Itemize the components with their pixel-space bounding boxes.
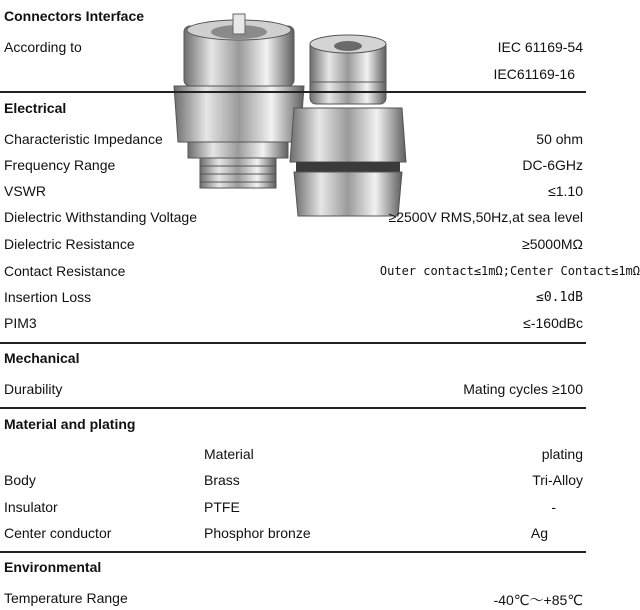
row-label-insulator: Insulator bbox=[4, 499, 58, 515]
female-connector-graphic bbox=[290, 35, 406, 216]
section-title-mechanical: Mechanical bbox=[4, 350, 80, 366]
row-value-impedance: 50 ohm bbox=[536, 131, 583, 147]
section-title-connectors: Connectors Interface bbox=[4, 8, 145, 24]
row-label-temperature-range: Temperature Range bbox=[4, 590, 128, 606]
row-label-frequency: Frequency Range bbox=[4, 157, 116, 173]
row-label-withstanding-voltage: Dielectric Withstanding Voltage bbox=[4, 209, 197, 225]
row-plating-center-conductor: Ag bbox=[530, 525, 548, 541]
section-title-environmental: Environmental bbox=[4, 559, 102, 575]
row-label-dielectric-resistance: Dielectric Resistance bbox=[4, 236, 135, 252]
row-value-contact-resistance: Outer contact≤1mΩ;Center Contact≤1mΩ bbox=[379, 264, 640, 278]
section-divider bbox=[0, 91, 586, 93]
row-label-vswr: VSWR bbox=[4, 183, 46, 199]
column-header-plating: plating bbox=[541, 446, 583, 462]
row-label-durability: Durability bbox=[4, 381, 63, 397]
row-label-impedance: Characteristic Impedance bbox=[4, 131, 163, 147]
section-divider bbox=[0, 407, 586, 409]
row-value-insertion-loss: ≤0.1dB bbox=[536, 290, 583, 305]
connector-product-image bbox=[170, 12, 410, 232]
row-label-insertion-loss: Insertion Loss bbox=[4, 289, 92, 305]
row-label-body: Body bbox=[4, 472, 36, 488]
row-material-body: Brass bbox=[204, 472, 240, 488]
row-value-pim3: ≤-160dBc bbox=[523, 315, 583, 331]
row-material-insulator: PTFE bbox=[204, 499, 240, 515]
section-divider bbox=[0, 551, 586, 553]
column-header-material: Material bbox=[204, 446, 254, 462]
row-material-center-conductor: Phosphor bronze bbox=[204, 525, 311, 541]
row-value-durability: Mating cycles ≥100 bbox=[463, 381, 583, 397]
row-label-center-conductor: Center conductor bbox=[4, 525, 112, 541]
row-value-standard-1: IEC 61169-54 bbox=[497, 39, 583, 55]
row-value-standard-2: IEC61169-16 bbox=[493, 66, 575, 82]
male-connector-graphic bbox=[174, 14, 304, 188]
row-value-withstanding-voltage: ≥2500V RMS,50Hz,at sea level bbox=[388, 209, 583, 225]
row-value-temperature-range: -40℃～+85℃ bbox=[493, 592, 583, 608]
row-value-dielectric-resistance: ≥5000MΩ bbox=[522, 236, 583, 252]
section-title-electrical: Electrical bbox=[4, 100, 67, 116]
row-plating-body: Tri-Alloy bbox=[532, 472, 583, 488]
row-label-according-to: According to bbox=[4, 39, 82, 55]
section-title-material: Material and plating bbox=[4, 416, 136, 432]
row-value-frequency: DC-6GHz bbox=[522, 157, 583, 173]
section-divider bbox=[0, 342, 586, 344]
row-label-contact-resistance: Contact Resistance bbox=[4, 263, 126, 279]
row-label-pim3: PIM3 bbox=[4, 315, 37, 331]
row-value-vswr: ≤1.10 bbox=[548, 183, 583, 199]
row-plating-insulator: - bbox=[551, 499, 556, 515]
